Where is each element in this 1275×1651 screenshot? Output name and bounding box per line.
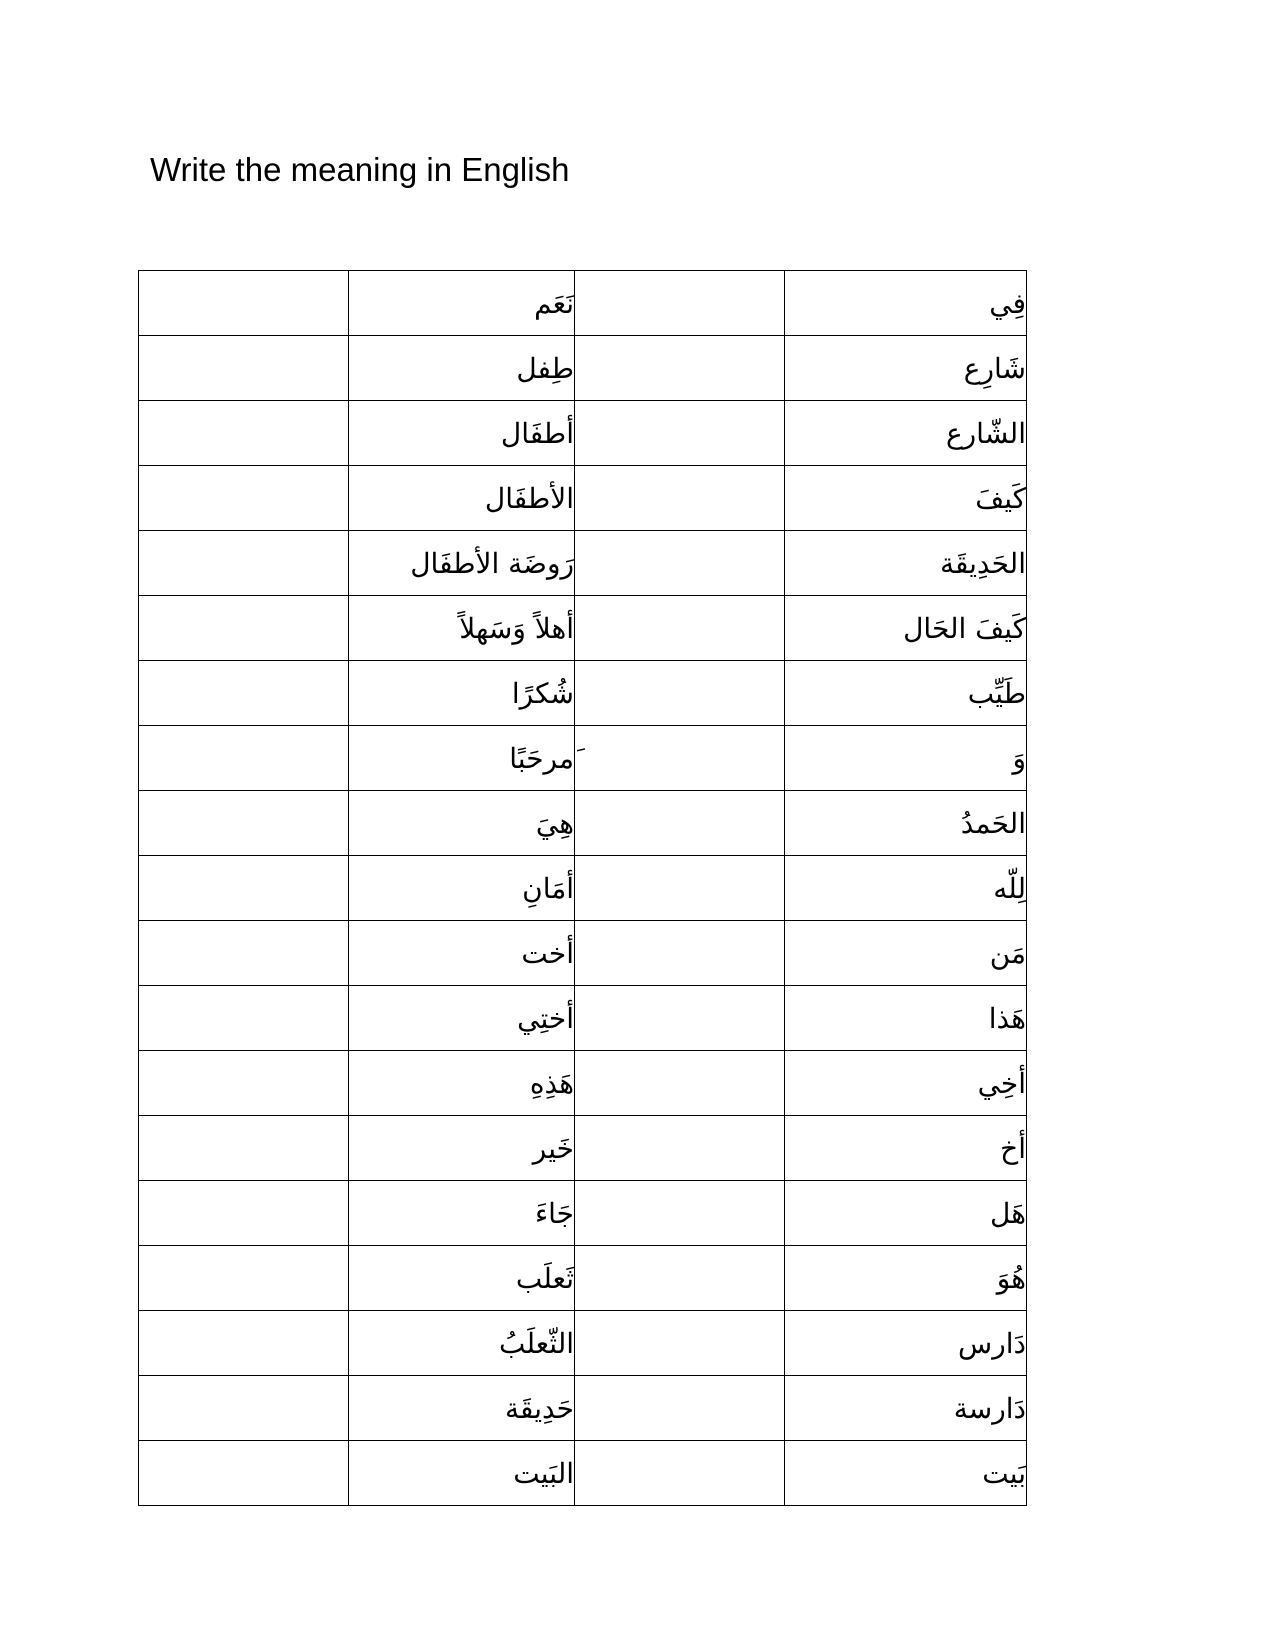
answer-cell-left[interactable] [139, 336, 349, 401]
answer-cell-left[interactable] [139, 531, 349, 596]
answer-cell-left[interactable] [139, 856, 349, 921]
arabic-word-left: طِفل [349, 336, 575, 401]
arabic-word-right: الحَمدُ [785, 791, 1027, 856]
arabic-word-right: فِي [785, 271, 1027, 336]
answer-cell-right[interactable] [575, 1376, 785, 1441]
answer-cell-right[interactable] [575, 726, 785, 791]
table-row [139, 1051, 1027, 1116]
arabic-word-left: البَيت [349, 1441, 575, 1506]
arabic-word-left: حَدِيقَة [349, 1376, 575, 1441]
answer-cell-left[interactable] [139, 271, 349, 336]
answer-cell-right[interactable] [575, 531, 785, 596]
table-row [139, 1311, 1027, 1376]
answer-cell-right[interactable] [575, 661, 785, 726]
table-row [139, 336, 1027, 401]
arabic-word-right: وَ [785, 726, 1027, 791]
table-row [139, 921, 1027, 986]
arabic-word-right: هَذا [785, 986, 1027, 1051]
arabic-word-left: الثّعلَبُ [349, 1311, 575, 1376]
table-row [139, 1376, 1027, 1441]
arabic-word-left: أهلاً وَسَهلاً [349, 596, 575, 661]
arabic-word-right: دَارس [785, 1311, 1027, 1376]
arabic-word-right: شَارِع [785, 336, 1027, 401]
answer-cell-left[interactable] [139, 1311, 349, 1376]
answer-cell-right[interactable] [575, 401, 785, 466]
arabic-word-right: طَيِّب [785, 661, 1027, 726]
answer-cell-right[interactable] [575, 596, 785, 661]
arabic-word-right: دَارسة [785, 1376, 1027, 1441]
answer-cell-right[interactable] [575, 1051, 785, 1116]
answer-cell-right[interactable] [575, 921, 785, 986]
answer-cell-left[interactable] [139, 1181, 349, 1246]
arabic-word-left: أمَانِ [349, 856, 575, 921]
arabic-word-right: بَيت [785, 1441, 1027, 1506]
arabic-word-left: أختِي [349, 986, 575, 1051]
arabic-word-right: الشّارع [785, 401, 1027, 466]
table-row [139, 1246, 1027, 1311]
answer-cell-left[interactable] [139, 921, 349, 986]
answer-cell-left[interactable] [139, 1116, 349, 1181]
arabic-word-left: هِيَ [349, 791, 575, 856]
answer-cell-right[interactable] [575, 1181, 785, 1246]
arabic-word-right: كَيفَ [785, 466, 1027, 531]
answer-cell-right[interactable] [575, 1311, 785, 1376]
answer-cell-right[interactable] [575, 1116, 785, 1181]
arabic-word-left: شُكرًا [349, 661, 575, 726]
answer-cell-right[interactable] [575, 336, 785, 401]
answer-cell-left[interactable] [139, 791, 349, 856]
arabic-word-right: أخِي [785, 1051, 1027, 1116]
table-row [139, 726, 1027, 791]
arabic-word-right: أخ [785, 1116, 1027, 1181]
arabic-word-left: الأطفَال [349, 466, 575, 531]
answer-cell-left[interactable] [139, 726, 349, 791]
table-row [139, 986, 1027, 1051]
vocabulary-table [138, 270, 1027, 1506]
arabic-word-left: هَذِهِ [349, 1051, 575, 1116]
answer-cell-left[interactable] [139, 986, 349, 1051]
table-row [139, 531, 1027, 596]
arabic-word-left: ثَعلَب [349, 1246, 575, 1311]
arabic-word-right: كَيفَ الحَال [785, 596, 1027, 661]
table-row [139, 466, 1027, 531]
arabic-word-left: خَير [349, 1116, 575, 1181]
answer-cell-left[interactable] [139, 1376, 349, 1441]
answer-cell-right[interactable] [575, 1246, 785, 1311]
arabic-word-right: هُوَ [785, 1246, 1027, 1311]
answer-cell-left[interactable] [139, 596, 349, 661]
arabic-word-right: لِلّه [785, 856, 1027, 921]
answer-cell-right[interactable] [575, 1441, 785, 1506]
answer-cell-right[interactable] [575, 856, 785, 921]
arabic-word-left: نَعَم [349, 271, 575, 336]
table-row [139, 271, 1027, 336]
answer-cell-right[interactable] [575, 466, 785, 531]
table-row [139, 1181, 1027, 1246]
table-row [139, 401, 1027, 466]
table-row [139, 596, 1027, 661]
table-row [139, 856, 1027, 921]
arabic-word-right: الحَدِيقَة [785, 531, 1027, 596]
answer-cell-left[interactable] [139, 1441, 349, 1506]
answer-cell-left[interactable] [139, 661, 349, 726]
answer-cell-left[interactable] [139, 1246, 349, 1311]
arabic-word-left: أخت [349, 921, 575, 986]
answer-cell-left[interactable] [139, 401, 349, 466]
arabic-word-left: َمرحَبًا [349, 726, 575, 791]
answer-cell-right[interactable] [575, 986, 785, 1051]
answer-cell-right[interactable] [575, 271, 785, 336]
table-row [139, 791, 1027, 856]
arabic-word-left: رَوضَة الأطفَال [349, 531, 575, 596]
arabic-word-left: جَاءَ [349, 1181, 575, 1246]
answer-cell-left[interactable] [139, 1051, 349, 1116]
arabic-word-right: مَن [785, 921, 1027, 986]
arabic-word-left: أطفَال [349, 401, 575, 466]
table-row [139, 1441, 1027, 1506]
table-row [139, 661, 1027, 726]
answer-cell-left[interactable] [139, 466, 349, 531]
table-row [139, 1116, 1027, 1181]
answer-cell-right[interactable] [575, 791, 785, 856]
arabic-word-right: هَل [785, 1181, 1027, 1246]
worksheet-title: Write the meaning in English [150, 151, 570, 188]
